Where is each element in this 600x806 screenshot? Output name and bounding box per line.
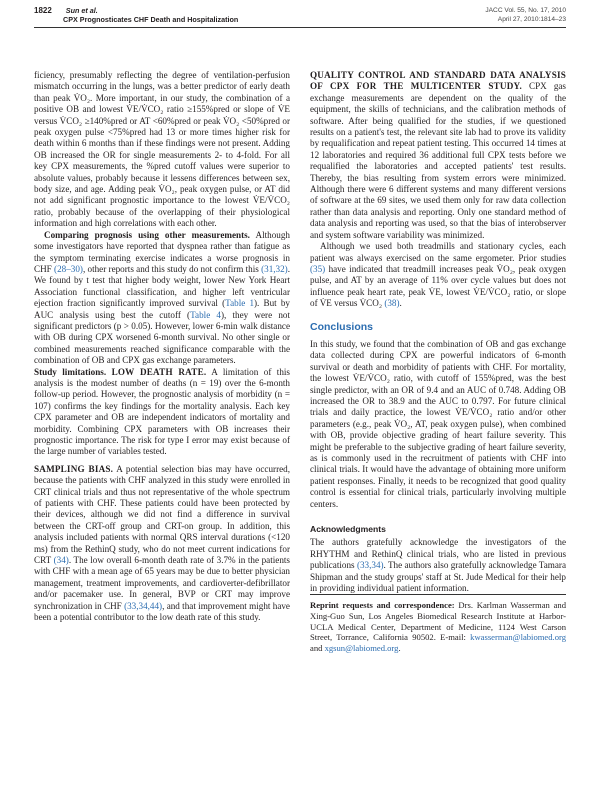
- paragraph-low-death-rate: [34, 367, 290, 458]
- text: , and that improvement might have been a potential contributor to the low death rate of this study.: [34, 600, 290, 623]
- section-heading-conclusions: Conclusions: [310, 320, 374, 333]
- reference-link[interactable]: (35): [310, 263, 326, 274]
- email-link[interactable]: kwasserman@labiomed.org: [470, 632, 566, 643]
- running-title: CPX Prognosticates CHF Death and Hospitalization: [63, 15, 239, 24]
- text: . The authors also gratefully acknowledge Tamara Shipman and the study groups' staff at St. Jude Medical for their help in providing individual patient information.: [310, 560, 567, 594]
- text: .: [399, 298, 402, 309]
- reference-link[interactable]: (34): [53, 555, 69, 566]
- subheading-low-death-rate: LOW DEATH RATE.: [111, 366, 207, 377]
- paragraph-conclusions: In this study, we found that the combination of OB and gas exchange data collected during CPX are powerful indicators of 6-month survival or death and morbidity of patients with CHF. For mortality, the lowest V̇E/V̇CO₂ ratio, with cutoff of 155%pred, was the best single predictor, with an OR of 9.4 and an AUC of 0.748. Adding OB increased the OR to 38.9 and the AUC to 0.797. For future clinical trials and daily practice, the lowest V̇E/V̇CO₂ ratio and/or other parameters (e.g., peak V̇O₂, AT, peak oxygen pulse), when combined with OB, provide objective grading of heart failure severity. This might be preferable to the subjective grading of heart failure severity, as is commonly used in the recruitment of patients with CHF into clinical trials. It would have the advantage of obtaining more uniform patient responses. Finally, it needs to be recognized that good quality control is essential for clinical trials, particularly involving multiple centers.: [310, 338, 566, 509]
- reprint-correspondence: [310, 594, 566, 653]
- paragraph-treadmill: [310, 241, 566, 309]
- text: Although some investigators have reported that dyspnea rather than fatigue as the symptom terminating exercise indicates a worse prognosis in CHF: [34, 229, 290, 274]
- paragraph-comparing-prognosis: [34, 230, 290, 367]
- issue-date-pages: April 27, 2010:1814–23: [497, 16, 566, 23]
- subheading-sampling-bias: SAMPLING BIAS.: [34, 463, 114, 474]
- paragraph-ob-discussion: ficiency, presumably reflecting the degree of ventilation-perfusion mismatch occurring in the lungs, was a better predictor of early death than peak V̇O₂. More important, in our study, the combination of a positive OB and lowest V̇E/V̇CO₂ ratio ≥155%pred or slope of V̇E versus V̇CO₂ ≥140%pred or AT <60%pred or peak V̇O₂ <50%pred or peak oxygen pulse <75%pred had 13 or more times higher risk for death within 6 months than if these findings were not present. Adding OB increased the OR for single measurements 2- to 4-fold. For all key CPX measurements, the %pred cutoff values were superior to absolute values, probably because it lessens differences between sex, body size, and age. Adding peak V̇O₂, peak oxygen pulse, or AT did not add significant prognostic importance to the lowest V̇E/V̇CO₂ ratio, probably because of the overlapping of their physiological information and high correlations with each other.: [34, 70, 290, 229]
- reference-link[interactable]: (38): [384, 298, 400, 309]
- text: Although we used both treadmills and stationary cycles, each patient was always exercised on the same ergometer. Prior studies: [310, 241, 566, 263]
- text: .: [398, 642, 401, 653]
- right-column: [310, 70, 566, 653]
- text: A potential selection bias may have occurred, because the patients with CHF analyzed in this study were enrolled in CRT clinical trials and thus not representative of the whole spectrum of patients with CHF. These patients could have been protected by their devices, although we did not find a difference in survival between the CRT-off group and CRT-on group. In addition, this analysis included patients with normal QRS interval durations (<120 ms) from the RethinQ study, who do not meet current indications for CRT: [34, 463, 291, 566]
- table-link[interactable]: Table 1: [225, 298, 255, 309]
- paragraph-quality-control: [310, 70, 566, 241]
- header-rule: [34, 27, 566, 28]
- reference-link[interactable]: (33,34): [356, 560, 384, 571]
- header-authors: Sun et al.: [65, 6, 98, 15]
- reference-link[interactable]: (28–30): [54, 263, 83, 274]
- text: A limitation of this analysis is the modest number of deaths (n = 19) over the 6-month follow-up period. However, the prognostic analysis of morbidity (n = 107) confirms the key findings for the mortality analysis. Each key CPX parameter and OB are independent indicators of mortality and morbidity. Combining CPX parameters with OB increases their prognostic importance. The risk for type I error may exist because of the large number of variables tested.: [34, 366, 290, 457]
- subheading-comparing-prognosis: Comparing prognosis using other measurements.: [44, 229, 250, 240]
- paragraph-acknowledgments: [310, 537, 566, 594]
- reference-link[interactable]: (31,32): [261, 263, 288, 274]
- text: Drs. Karlman Wasserman and Xing-Guo Sun, Los Angeles Biomedical Research Institute at Harbor-UCLA Medical Center, Department of Medicine, 1124 West Carson Street, Torrance, California 90502. E-mail:: [310, 600, 566, 643]
- subheading-study-limitations: Study limitations.: [34, 366, 107, 377]
- text: . We found by t test that higher body weight, lower New York Heart Association functional classification, and higher left ventricular ejection fraction significantly improved survival (: [34, 263, 290, 309]
- journal-volume: JACC Vol. 55, No. 17, 2010: [485, 7, 566, 14]
- text: and: [310, 642, 325, 653]
- paragraph-sampling-bias: [34, 464, 290, 624]
- running-header-left: [34, 6, 238, 24]
- reference-link[interactable]: (33,34,44): [124, 600, 163, 611]
- text: have indicated that treadmill increases peak V̇O₂, peak oxygen pulse, and AT by an average of 11% over cycle values but does not influence peak heart rate, peak V̇E, lowest V̇E/V̇CO₂ ratio, or slope of V̇E versus V̇CO₂: [310, 263, 566, 309]
- running-header-right: [485, 6, 566, 24]
- page-number: 1822: [34, 6, 52, 15]
- text: , other reports and this study do not confirm this: [82, 263, 262, 274]
- text: ), they were not significant predictors (p > 0.05). However, lower 6-min walk distance with OB during CPX worsened 6-month survival. No other single or combined measurements reached significance comparable with the combination of OB and CPX gas exchange parameters.: [34, 309, 290, 366]
- left-column: [34, 70, 290, 624]
- subheading-quality-control: QUALITY CONTROL AND STANDARD DATA ANALYSIS OF CPX FOR THE MULTICENTER STUDY.: [310, 70, 566, 92]
- email-link[interactable]: xgsun@labiomed.org: [324, 642, 399, 653]
- reprint-heading: Reprint requests and correspondence:: [310, 600, 455, 611]
- text: The authors gratefully acknowledge the investigators of the RHYTHM and RethinQ clinical trials, who are listed in previous publications: [310, 537, 566, 571]
- text: . The low overall 6-month death rate of 3.7% in the patients with CHF with a mean age of 65 years may be due to better physician management, treatment improvements, and cardioverter-defibrillator and/or pacemaker use. In general, BVP or CRT may improve synchronization in CHF: [34, 555, 290, 611]
- table-link[interactable]: Table 4: [190, 309, 221, 320]
- text: CPX gas exchange measurements are dependent on the quality of the equipment, the skills of technicians, and the calibration methods of software. After being qualified for the studies, if we questioned results on a patient's test, the relevant site lab had to prove its validity by requalification and repeat patient testing. This occurred 14 times at 12 laboratories and required 36 additional full CPX tests before we requalified the laboratories and accepted patients' test results. Thereby, the bias resulting from system errors were minimized. Although there were 6 different systems and many different versions of software at the 69 sites, we used them only for raw data collection rather than data analysis and reporting. Only one standard method of data analysis and reporting was used, so that the bias of interobserver and system software variability was minimized.: [310, 81, 566, 240]
- text: ). But by AUC analysis using best the cutoff (: [34, 298, 290, 320]
- heading-acknowledgments: Acknowledgments: [310, 524, 386, 535]
